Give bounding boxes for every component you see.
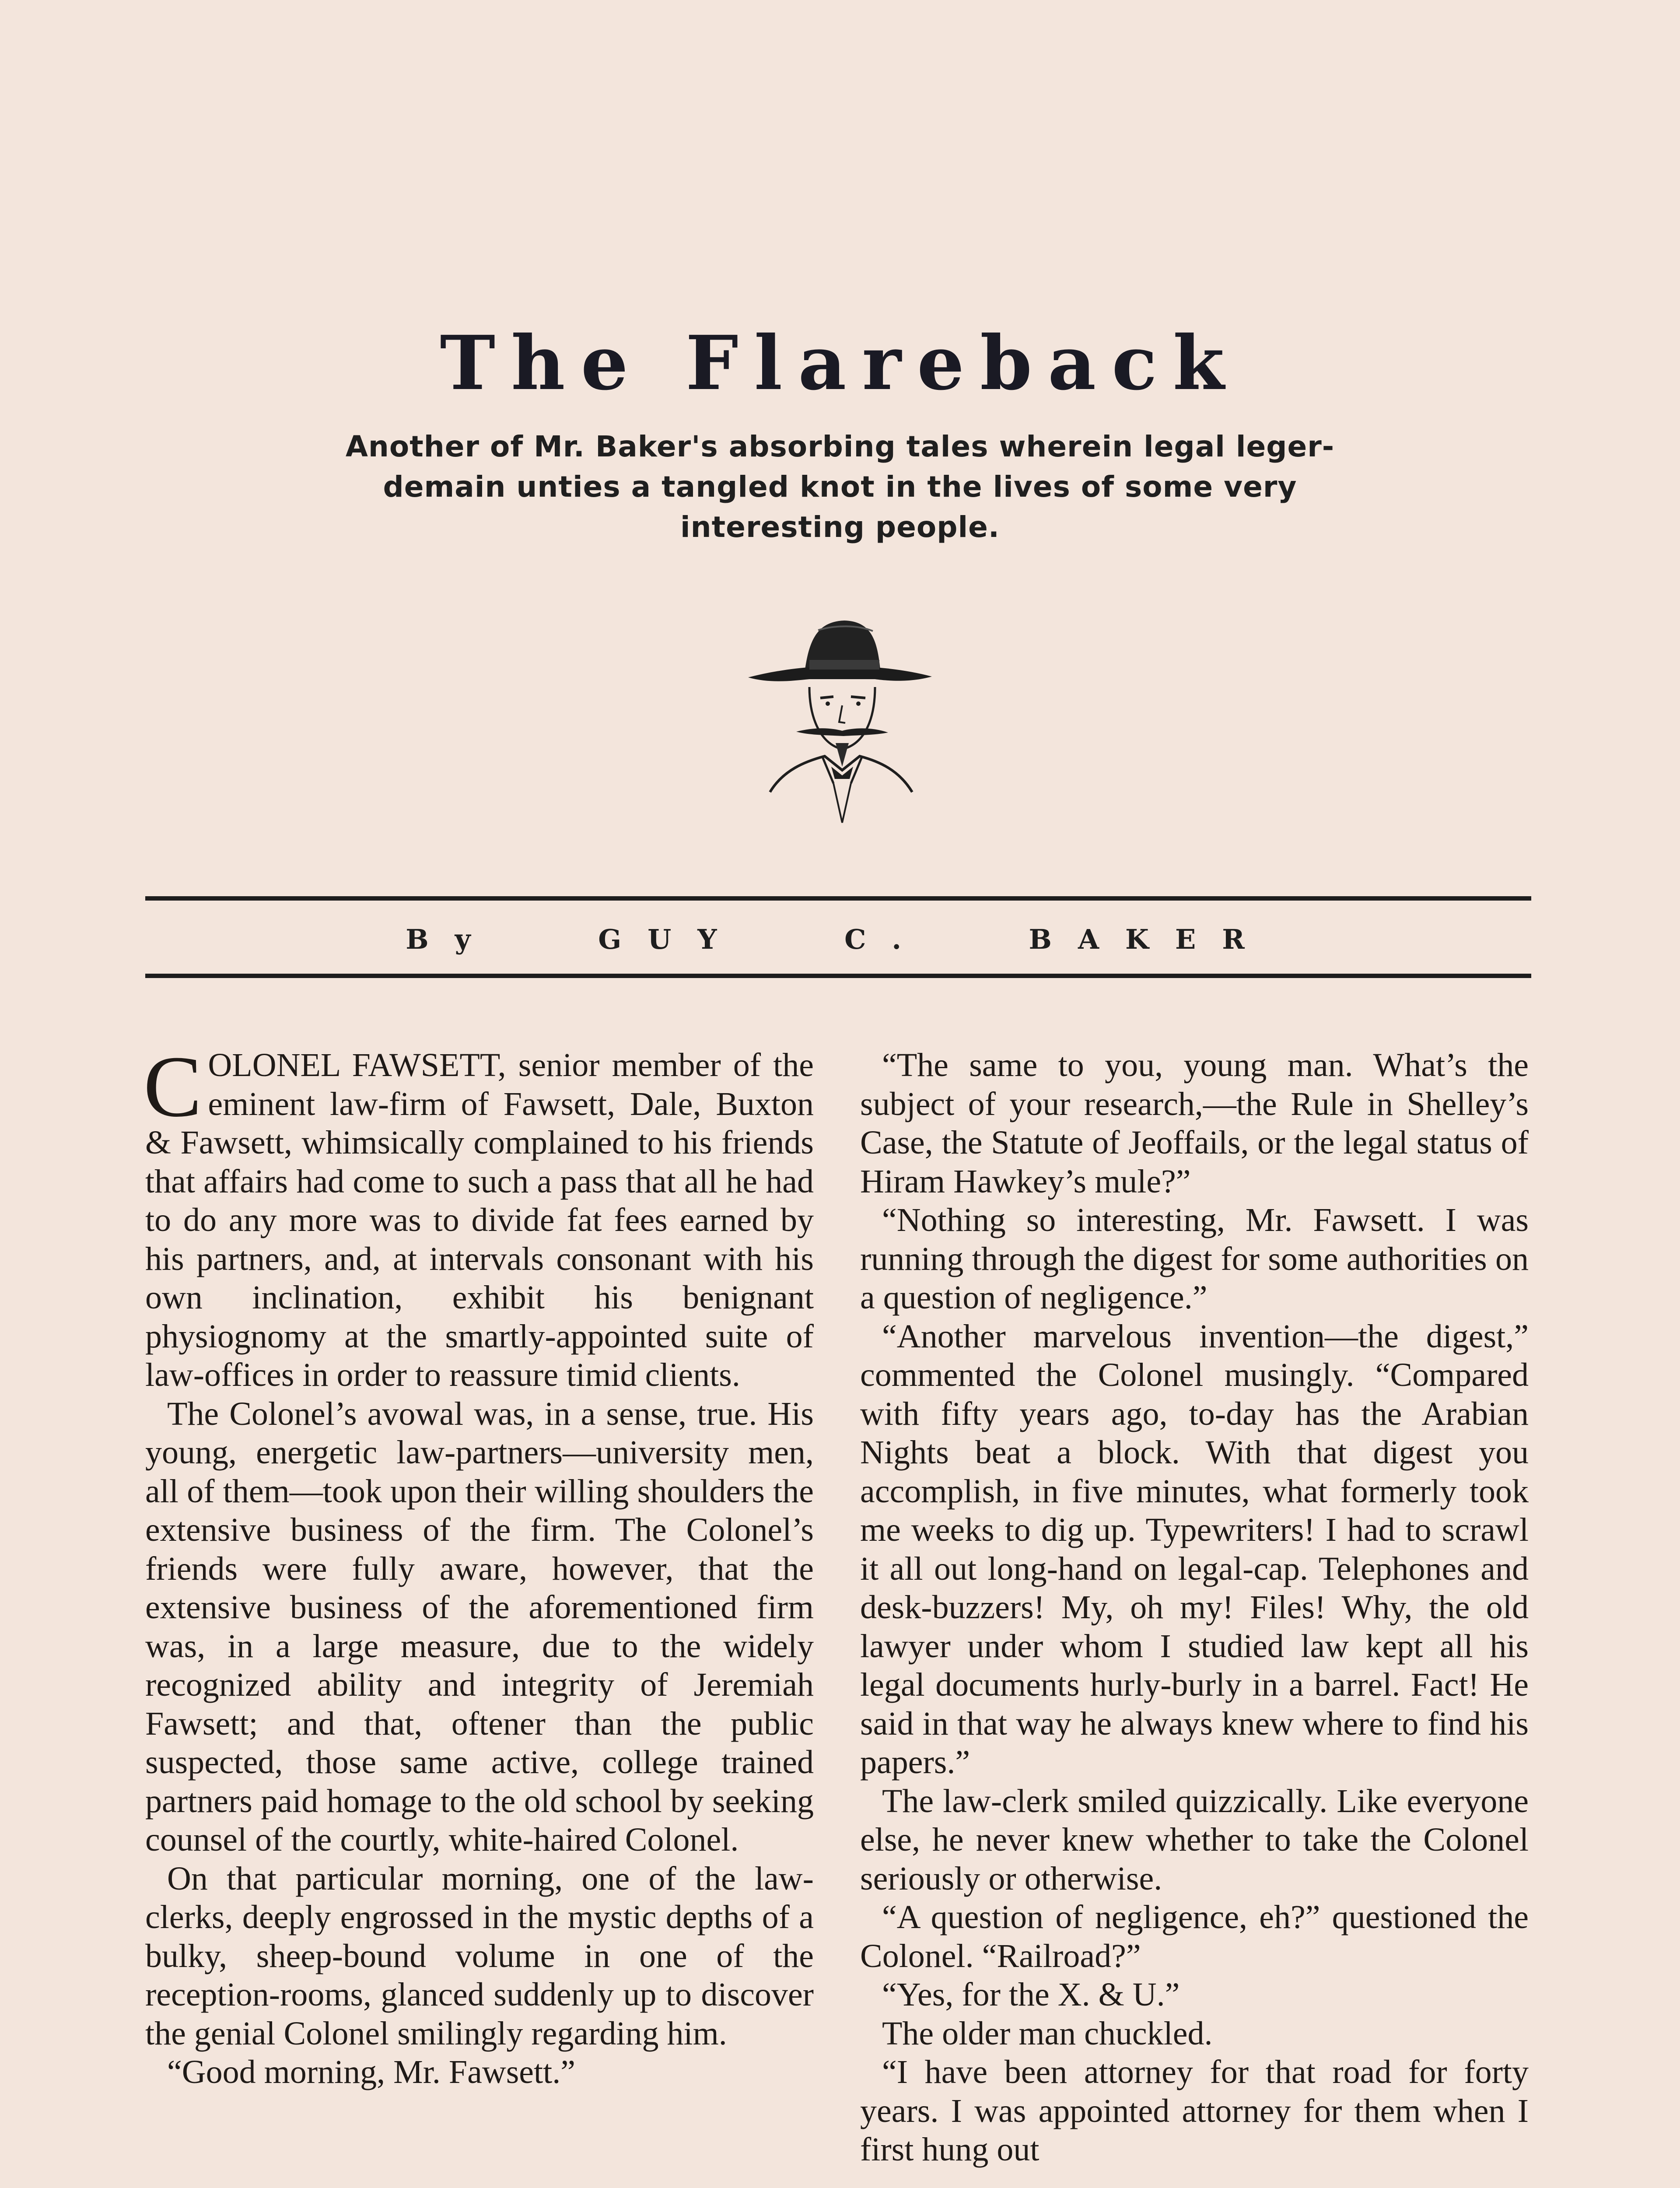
- right-column: [860, 1046, 1529, 2169]
- paragraph: “Nothing so interesting, Mr. Fawsett. I was running through the digest for some authorities on a question of negligence.”: [860, 1202, 1529, 1316]
- paragraph: “I have been attorney for that road for forty years. I was appointed attorney for them when I first hung out: [860, 2054, 1529, 2168]
- paragraph: “The same to you, young man. What’s the subject of your research,—the Rule in Shelley’s Case, the Statute of Jeoffails, or the legal status of Hiram Hawkey’s mule?”: [860, 1047, 1529, 1200]
- paragraph: “Another marvelous invention—the digest,” commented the Colonel musingly. “Compared with fifty years ago, to-day has the Arabian Nights beat a block. With that digest you accomplish, in five minutes, what formerly took me weeks to dig up. Typewriters! I had to scrawl it all out long-hand on legal-cap. Telephones and desk-buzzers! My, oh my! Files! Why, the old lawyer under whom I studied law kept all his legal documents hurly-burly in a barrel. Fact! He said in that way he always knew where to find his papers.”: [860, 1318, 1529, 1781]
- paragraph: The older man chuckled.: [882, 2015, 1213, 2052]
- bottom-rule: [145, 974, 1531, 978]
- drop-cap: C: [144, 1038, 202, 1135]
- paragraph: The Colonel’s avowal was, in a sense, true. His young, energetic law-partners—university men, all of them—took upon their willing shoulders the extensive business of the firm. The Colonel’s friends were fully aware, however, that the extensive business of the aforementioned firm was, in a large measure, due to the widely recognized ability and integrity of Jeremiah Fawsett; and that, oftener than the public suspected, those same active, college trained partners paid homage to the old school by seeking counsel of the courtly, white-haired Colonel.: [145, 1395, 814, 1858]
- paragraph: The law-clerk smiled quizzically. Like everyone else, he never knew whether to take the Colonel seriously or otherwise.: [860, 1782, 1529, 1897]
- colonel-portrait-icon: [744, 604, 936, 831]
- byline: By GUY C. BAKER: [406, 923, 1271, 955]
- paragraph: On that particular morning, one of the law-clerks, deeply engrossed in the mystic depths of a bulky, sheep-bound volume in one of the reception-rooms, glanced suddenly up to discover the genial Colonel smilingly regarding him.: [145, 1860, 814, 2052]
- article-title: The Flareback: [440, 319, 1240, 407]
- paragraph: “A question of negligence, eh?” questioned the Colonel. “Railroad?”: [860, 1899, 1529, 1974]
- top-rule: [145, 896, 1531, 901]
- paragraph: COLONEL FAWSETT, senior member of the eminent law-firm of Fawsett, Dale, Buxton & Fawsett, whimsically complained to his friends that affairs had come to such a pass that all he had to do any more was to divide fat fees earned by his partners, and, at intervals consonant with his own inclination, exhibit his benignant physiognomy at the smartly-appointed suite of law-offices in order to reassure timid clients.: [144, 1038, 814, 1393]
- article-subtitle: Another of Mr. Baker's absorbing tales wherein legal leger- demain unties a tangled knot in the lives of some very interesting people.: [345, 430, 1335, 544]
- paragraph: “Yes, for the X. & U.”: [882, 1976, 1180, 2013]
- left-column: [144, 1038, 814, 2092]
- paragraph: “Good morning, Mr. Fawsett.”: [167, 2054, 576, 2090]
